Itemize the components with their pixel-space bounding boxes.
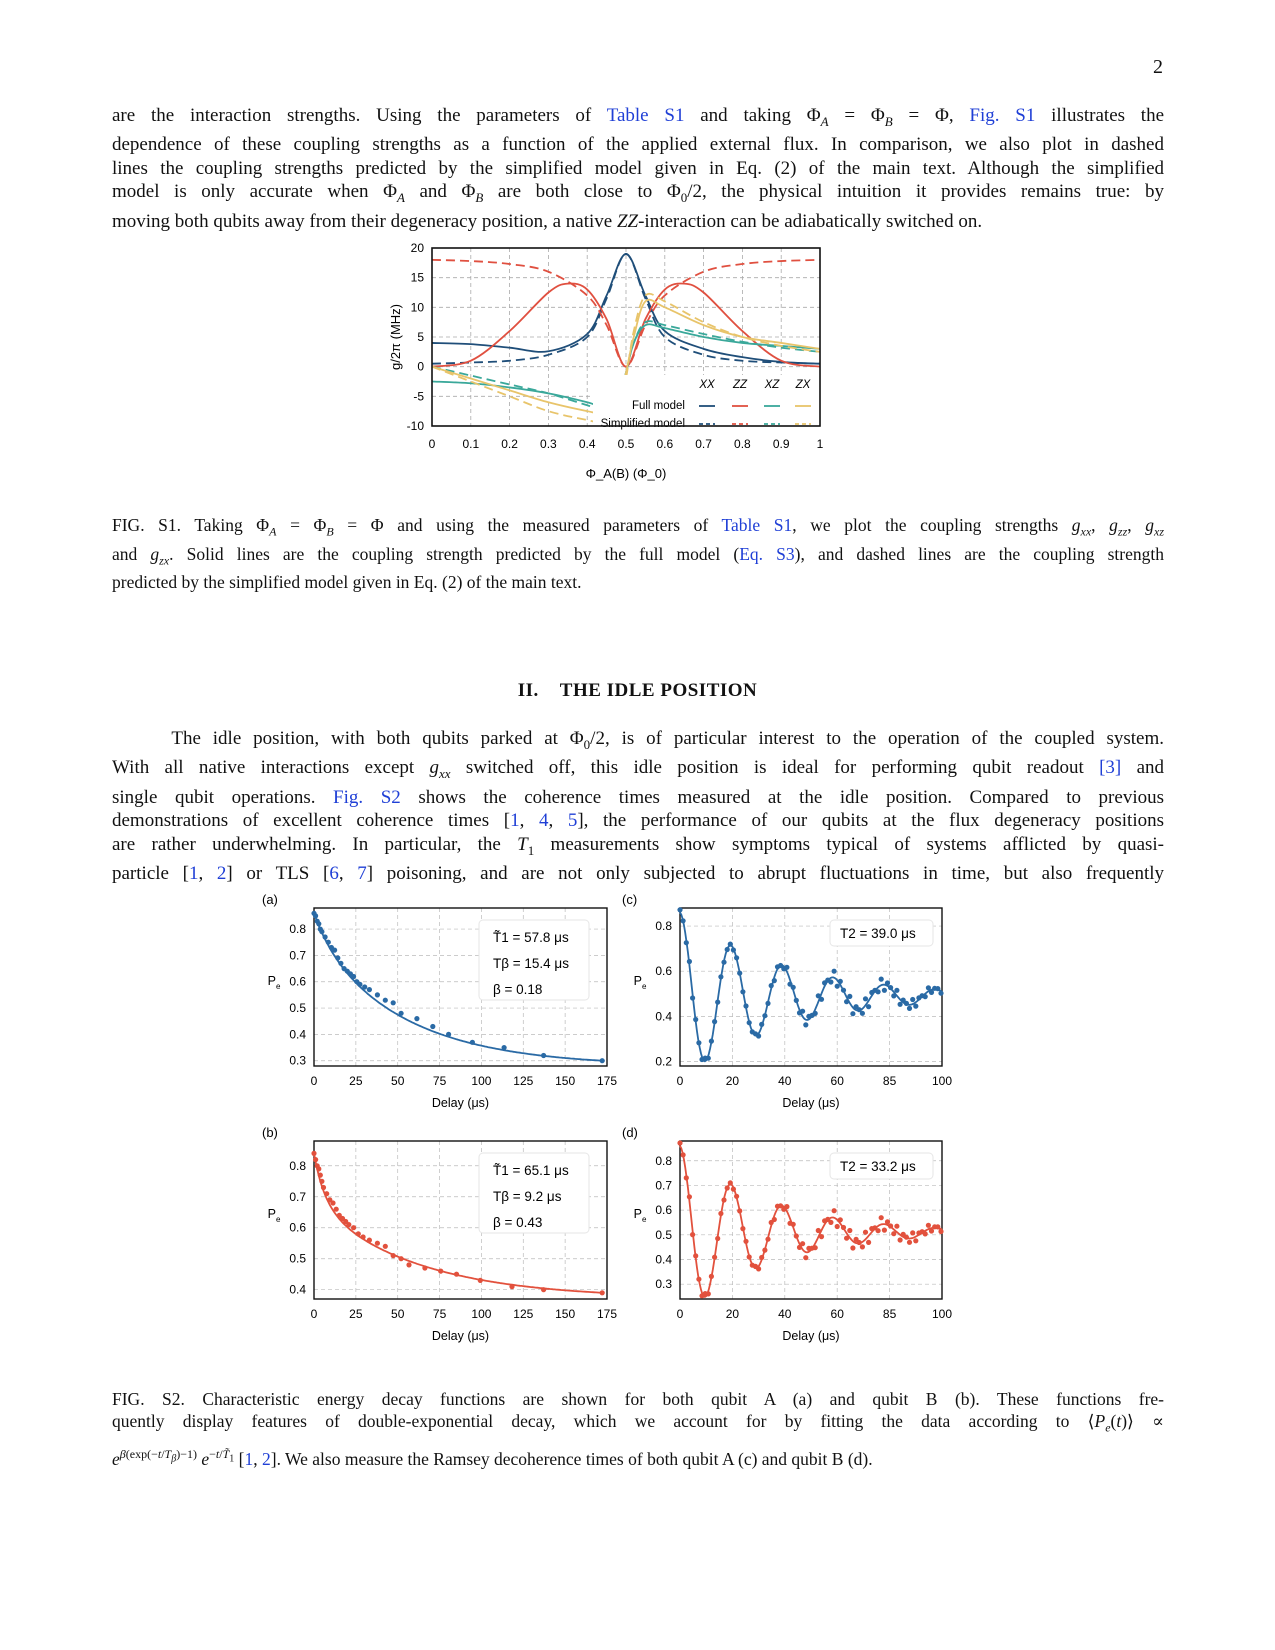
data-point [835,984,840,989]
fig-s1-xtick-label: 0.7 [695,437,712,451]
data-point [841,988,846,993]
data-point [541,1053,546,1058]
xtick-label: 175 [596,1074,618,1088]
data-point [430,1024,435,1029]
fig-s1-ytick-label: 5 [417,330,424,344]
ytick-label: 0.7 [289,948,306,963]
data-point [904,1001,909,1006]
xtick-label: 60 [830,1307,844,1321]
fig-s1-legend-col: ZZ [732,379,748,391]
xlabel: Delay (μs) [431,1096,490,1110]
xtick-label: 0 [310,1074,318,1088]
data-point [324,1191,329,1196]
fig-s1-ytick-label: 10 [410,300,424,315]
data-point [334,1207,339,1212]
data-point [784,965,789,970]
data-point [929,1228,934,1233]
fig-s1-legend-col: ZX [795,379,811,391]
data-point [734,955,739,960]
fig-s1-xtick-label: 0.9 [772,437,790,451]
ytick-label: 0.8 [289,1158,306,1173]
xtick-label: 85 [882,1307,897,1321]
data-point [800,1241,805,1246]
data-point [709,1039,714,1044]
eq-s3-link[interactable]: Eq. S3 [739,543,795,564]
ylabel: $P_e$ [267,974,281,991]
data-point [541,1287,546,1292]
fig-s1-xtick-label: 0.8 [734,437,751,451]
data-point [907,1240,912,1245]
data-point [684,1175,689,1180]
section-title: THE IDLE POSITION [559,680,758,701]
data-point [841,1225,846,1230]
xtick-label: 125 [513,1307,534,1321]
annotation-text: T̃1 = 57.8 μs [493,930,569,945]
fig-s2-panel-c [622,892,962,1132]
fig-s1-ytick-label: 0 [417,359,424,374]
data-point [718,1211,723,1216]
section-heading [0,680,1275,702]
data-point [406,1262,411,1267]
data-point [414,1016,419,1021]
data-point [913,1004,918,1009]
ytick-label: 0.4 [655,1252,672,1267]
data-point [756,1033,761,1038]
data-point [728,942,733,947]
ytick-label: 0.5 [289,1251,306,1266]
fig-s1-legend-col: XZ [764,379,780,391]
data-point [316,1166,321,1171]
data-point [740,989,745,994]
fig-s2-link[interactable]: Fig. S2 [333,786,401,808]
xtick-label: 150 [555,1074,576,1088]
data-point [740,1226,745,1231]
data-point [367,987,372,992]
data-point [888,985,893,990]
data-point [690,995,695,1000]
xtick-label: 150 [555,1307,576,1321]
data-point [696,1040,701,1045]
xlabel: Delay (μs) [782,1329,840,1343]
fig-s1-ytick-label: -10 [406,419,424,433]
ref-2b-link[interactable]: 2 [262,1448,271,1469]
data-point [687,1194,692,1199]
data-point [860,1244,865,1249]
data-point [313,913,318,918]
ytick-label: 0.3 [655,1277,672,1292]
xtick-label: 0 [676,1307,684,1321]
data-point [690,1232,695,1237]
panel-label: (d) [622,1125,638,1140]
data-point [330,1200,335,1205]
ylabel: $P_e$ [633,974,647,991]
annotation-text: T2 = 39.0 μs [840,926,916,941]
data-point [313,1157,318,1162]
data-point [693,1253,698,1258]
xtick-label: 125 [513,1074,534,1088]
data-point [600,1290,605,1295]
ref-4-link[interactable]: 4 [538,810,549,832]
data-point [879,1215,884,1220]
ref-6-link[interactable]: 6 [329,862,339,884]
intro-paragraph: are the interaction strengths. Using the parameters of Table S1 and taking $\Phi_A = \Phi_B = \Phi$, Fig. S1 illustrates the dependence of these coupling strengths as a function of the applied external flux. In comparison, we also plot in dashed lines the coupling strengths predicted by the simplified model given in Eq. (2) of the main text. Although the simplified model is only accurate when $\Phi_A$ and $\Phi_B$ are both close to $\Phi_0/2$, the physical intuition it provides remains true: by moving both qubits away from their degeneracy position, a native ZZ-interaction can be adiabatically switched on. [112,105,1165,232]
data-point [910,997,915,1002]
panel-label: (a) [262,892,278,907]
data-point [847,994,852,999]
data-point [696,1277,701,1282]
data-point [351,974,356,979]
data-point [935,986,940,991]
data-point [784,1204,789,1209]
data-point [712,1019,717,1024]
table-s1-link[interactable]: Table S1 [606,105,685,126]
xtick-label: 100 [471,1074,492,1088]
data-point [706,1291,711,1296]
data-point [857,1240,862,1245]
fig-s2-panel-d [622,1125,962,1365]
data-point [929,990,934,995]
data-point [882,1228,887,1233]
fig-s1-legend-row: Full model [631,400,685,412]
ref-1c-link[interactable]: 1 [244,1448,254,1469]
data-point [677,907,682,912]
data-point [828,979,833,984]
data-point [894,988,899,993]
xtick-label: 0 [310,1307,318,1321]
data-point [838,979,843,984]
data-point [321,1185,326,1190]
xtick-label: 175 [596,1307,618,1321]
data-point [759,1255,764,1260]
data-point [318,1173,323,1178]
data-point [938,1229,943,1234]
data-point [794,1233,799,1238]
fig-s1-legend-row: Simplified model [600,418,685,430]
data-point [935,1224,940,1229]
data-point [687,959,692,964]
fig-s1-ytick-label: 15 [410,270,424,285]
data-point [762,1013,767,1018]
data-point [866,1004,871,1009]
data-point [311,1151,316,1156]
panel-label: (b) [262,1125,278,1140]
data-point [737,1208,742,1213]
data-point [446,1032,451,1037]
xtick-label: 100 [931,1074,953,1088]
data-point [346,1222,351,1227]
data-point [454,1272,459,1277]
data-point [747,1020,752,1025]
fig-s1-chart [380,240,850,500]
fig-s2-panel-b [262,1125,622,1365]
fig-s1-xtick-label: 0.3 [540,437,557,451]
data-point [923,994,928,999]
data-point [938,991,943,996]
data-point [715,1000,720,1005]
data-point [828,1220,833,1225]
data-point [765,1237,770,1242]
data-point [866,1240,871,1245]
data-point [743,1239,748,1244]
ytick-label: 0.6 [655,1203,672,1218]
data-point [910,1230,915,1235]
ytick-label: 0.6 [655,964,672,979]
data-point [913,1238,918,1243]
data-point [677,1140,682,1145]
fig-s1-ylabel: g/2π (MHz) [388,303,403,371]
fig-s1-xtick-label: 0.6 [656,437,674,451]
data-point [769,983,774,988]
ytick-label: 0.4 [289,1027,306,1042]
xtick-label: 0 [676,1074,684,1088]
data-point [813,1245,818,1250]
xtick-label: 20 [725,1074,740,1088]
data-point [721,960,726,965]
ylabel: $P_e$ [267,1207,281,1224]
data-point [502,1045,507,1050]
data-point [731,1187,736,1192]
data-point [706,1056,711,1061]
data-point [721,1197,726,1202]
data-point [759,1022,764,1027]
data-point [509,1284,514,1289]
xtick-label: 25 [349,1074,363,1088]
ytick-label: 0.8 [655,1153,672,1168]
annotation-text: Tβ = 9.2 μs [493,1189,562,1204]
data-point [898,1002,903,1007]
data-point [844,999,849,1004]
fig-s1-xtick-label: 1 [816,437,824,451]
data-point [725,1185,730,1190]
fig-s1-legend-col: XX [699,379,715,391]
xtick-label: 60 [830,1074,844,1088]
fig-s1-xtick-label: 0.5 [617,437,635,451]
section-number: II. [517,680,539,701]
data-point [367,1238,372,1243]
data-point [681,918,686,923]
fig-s1-link[interactable]: Fig. S1 [969,105,1036,126]
data-point [904,1235,909,1240]
data-point [850,1011,855,1016]
xtick-label: 50 [391,1307,405,1321]
data-point [399,1011,404,1016]
data-point [747,1254,752,1259]
data-point [813,1011,818,1016]
data-point [351,1225,356,1230]
ytick-label: 0.6 [289,974,306,989]
xtick-label: 85 [882,1074,897,1088]
data-point [765,1001,770,1006]
ref-7-link[interactable]: 7 [357,862,367,884]
xtick-label: 100 [471,1307,492,1321]
ytick-label: 0.5 [655,1227,672,1242]
annotation-text: T2 = 33.2 μs [840,1159,916,1174]
data-point [375,1241,380,1246]
fig-s2-panel-a [262,892,622,1132]
fig-s1-xtick-label: 0.4 [578,437,596,451]
data-point [319,1179,324,1184]
data-point [718,974,723,979]
data-point [693,1017,698,1022]
data-point [361,1234,366,1239]
data-point [832,969,837,974]
data-point [323,934,328,939]
xlabel: Delay (μs) [431,1329,490,1343]
fig-s1-xlabel: Φ_A(B) (Φ_0) [585,466,667,481]
data-point [863,1230,868,1235]
ytick-label: 0.7 [289,1189,306,1204]
data-point [923,1231,928,1236]
data-point [819,997,824,1002]
data-point [712,1255,717,1260]
data-point [772,978,777,983]
data-point [803,1022,808,1027]
data-point [762,1248,767,1253]
data-point [470,1040,475,1045]
data-point [684,940,689,945]
data-point [725,947,730,952]
data-point [681,1152,686,1157]
xtick-label: 40 [778,1307,792,1321]
data-point [791,985,796,990]
data-point [847,1228,852,1233]
data-point [715,1236,720,1241]
data-point [600,1058,605,1063]
data-point [860,1011,865,1016]
data-point [478,1278,483,1283]
data-point [362,984,367,989]
data-point [803,1255,808,1260]
ref-2-link[interactable]: 2 [216,862,227,884]
data-point [888,1223,893,1228]
fig-s1-ytick-label: 20 [410,241,424,255]
data-point [335,955,340,960]
data-point [357,982,362,987]
data-point [791,1222,796,1227]
fig-s1-xtick-label: 0.1 [462,437,480,451]
data-point [876,989,881,994]
xtick-label: 75 [432,1074,447,1088]
ylabel: $P_e$ [633,1207,647,1224]
ref-3-link[interactable]: [3] [1099,757,1122,779]
data-point [816,1228,821,1233]
data-point [383,998,388,1003]
data-point [891,993,896,998]
idle-paragraph: The idle position, with both qubits parked at $\Phi_0/2$, is of particular interest to the operation of the coupled system. With all native interactions except $g_{xx}$ switched off, this idle position is ideal for performing qubit readout [3] and single qubit operations. Fig. S2 shows the coherence times measured at the idle position. Compared to previous demonstrations of excellent coherence times [1, 4, 5], the performance of our qubits at the flux degeneracy positions are rather underwhelming. In particular, the $T_1$ measurements show symptoms typical of systems afflicted by quasi- particle [1, 2] or TLS [6, 7] poisoning, and are not only subjected to abrupt fluctuations in time, but also frequently [112,728,1165,884]
data-point [316,921,321,926]
data-point [838,1217,843,1222]
data-point [794,998,799,1003]
annotation-text: T̃1 = 65.1 μs [493,1163,569,1178]
data-point [734,1194,739,1199]
data-point [819,1234,824,1239]
data-point [832,1208,837,1213]
data-point [391,1000,396,1005]
ref-5-link[interactable]: 5 [567,810,578,832]
page-number: 2 [1153,56,1163,78]
data-point [844,1236,849,1241]
ref-1-link[interactable]: 1 [510,810,520,832]
fig-s1-xtick-label: 0 [428,437,436,451]
data-point [338,961,343,966]
xtick-label: 75 [432,1307,447,1321]
ytick-label: 0.7 [655,1178,672,1193]
data-point [332,948,337,953]
xtick-label: 25 [349,1307,363,1321]
data-point [731,947,736,952]
ytick-label: 0.8 [655,919,672,934]
data-point [850,1245,855,1250]
ytick-label: 0.3 [289,1053,306,1068]
xlabel: Delay (μs) [782,1096,840,1110]
data-point [772,1217,777,1222]
data-point [894,1224,899,1229]
annotation-text: Tβ = 15.4 μs [493,956,569,971]
ytick-label: 0.6 [289,1220,306,1235]
fig-s1-ytick-label: -5 [413,389,424,404]
data-point [728,1180,733,1185]
annotation-text: β = 0.18 [493,982,543,997]
data-point [882,988,887,993]
ytick-label: 0.4 [655,1009,672,1024]
data-point [399,1256,404,1261]
fig-s2-caption: FIG. S2. Characteristic energy decay functions are shown for both qubit A (a) and qubit B (b). These functions fre- quently display features of double-exponential decay, which we account for by fitting the data according to $⟨P_e(t)⟩$ ∝ $e^{\beta(exp(-t/T_\beta)-1)}$ $e^{-t/T̃_1}$ [1, 2]. We also measure the Ramsey decoherence times of both qubit A (c) and qubit B (d). [112,1389,1164,1469]
data-point [907,1006,912,1011]
data-point [326,940,331,945]
ytick-label: 0.4 [289,1282,306,1297]
data-point [391,1253,396,1258]
data-point [879,977,884,982]
data-point [863,996,868,1001]
data-point [926,985,931,990]
data-point [319,929,324,934]
xtick-label: 50 [391,1074,405,1088]
ref-1b-link[interactable]: 1 [188,862,199,884]
table-s1-caption-link[interactable]: Table S1 [721,515,793,535]
data-point [898,1237,903,1242]
data-point [885,980,890,985]
data-point [835,1224,840,1229]
fig-s1-caption: FIG. S1. Taking $\Phi_A = \Phi_B = \Phi$ and using the measured parameters of Table S1, we plot the coupling strengths $g_{xx}$, $g_{zz}$, $g_{xz}$ and $g_{zx}$. Solid lines are the coupling strength predicted by the full model (Eq. S3), and dashed lines are the coupling strength predicted by the simplified model given in Eq. (2) of the main text. [112,515,1164,592]
data-point [438,1269,443,1274]
xtick-label: 100 [931,1307,953,1321]
data-point [756,1266,761,1271]
data-point [926,1223,931,1228]
data-point [891,1231,896,1236]
panel-label: (c) [622,892,638,907]
ytick-label: 0.8 [289,922,306,937]
data-point [800,1009,805,1014]
xtick-label: 20 [725,1307,740,1321]
data-point [737,971,742,976]
fig-s1-xtick-label: 0.2 [501,437,518,451]
data-point [885,1219,890,1224]
annotation-text: β = 0.43 [493,1215,543,1230]
data-point [375,992,380,997]
data-point [743,1003,748,1008]
data-point [422,1265,427,1270]
data-point [383,1244,388,1249]
ytick-label: 0.5 [289,1001,306,1016]
data-point [356,1231,361,1236]
data-point [709,1274,714,1279]
data-point [876,1228,881,1233]
xtick-label: 40 [778,1074,792,1088]
ytick-label: 0.2 [655,1054,672,1069]
